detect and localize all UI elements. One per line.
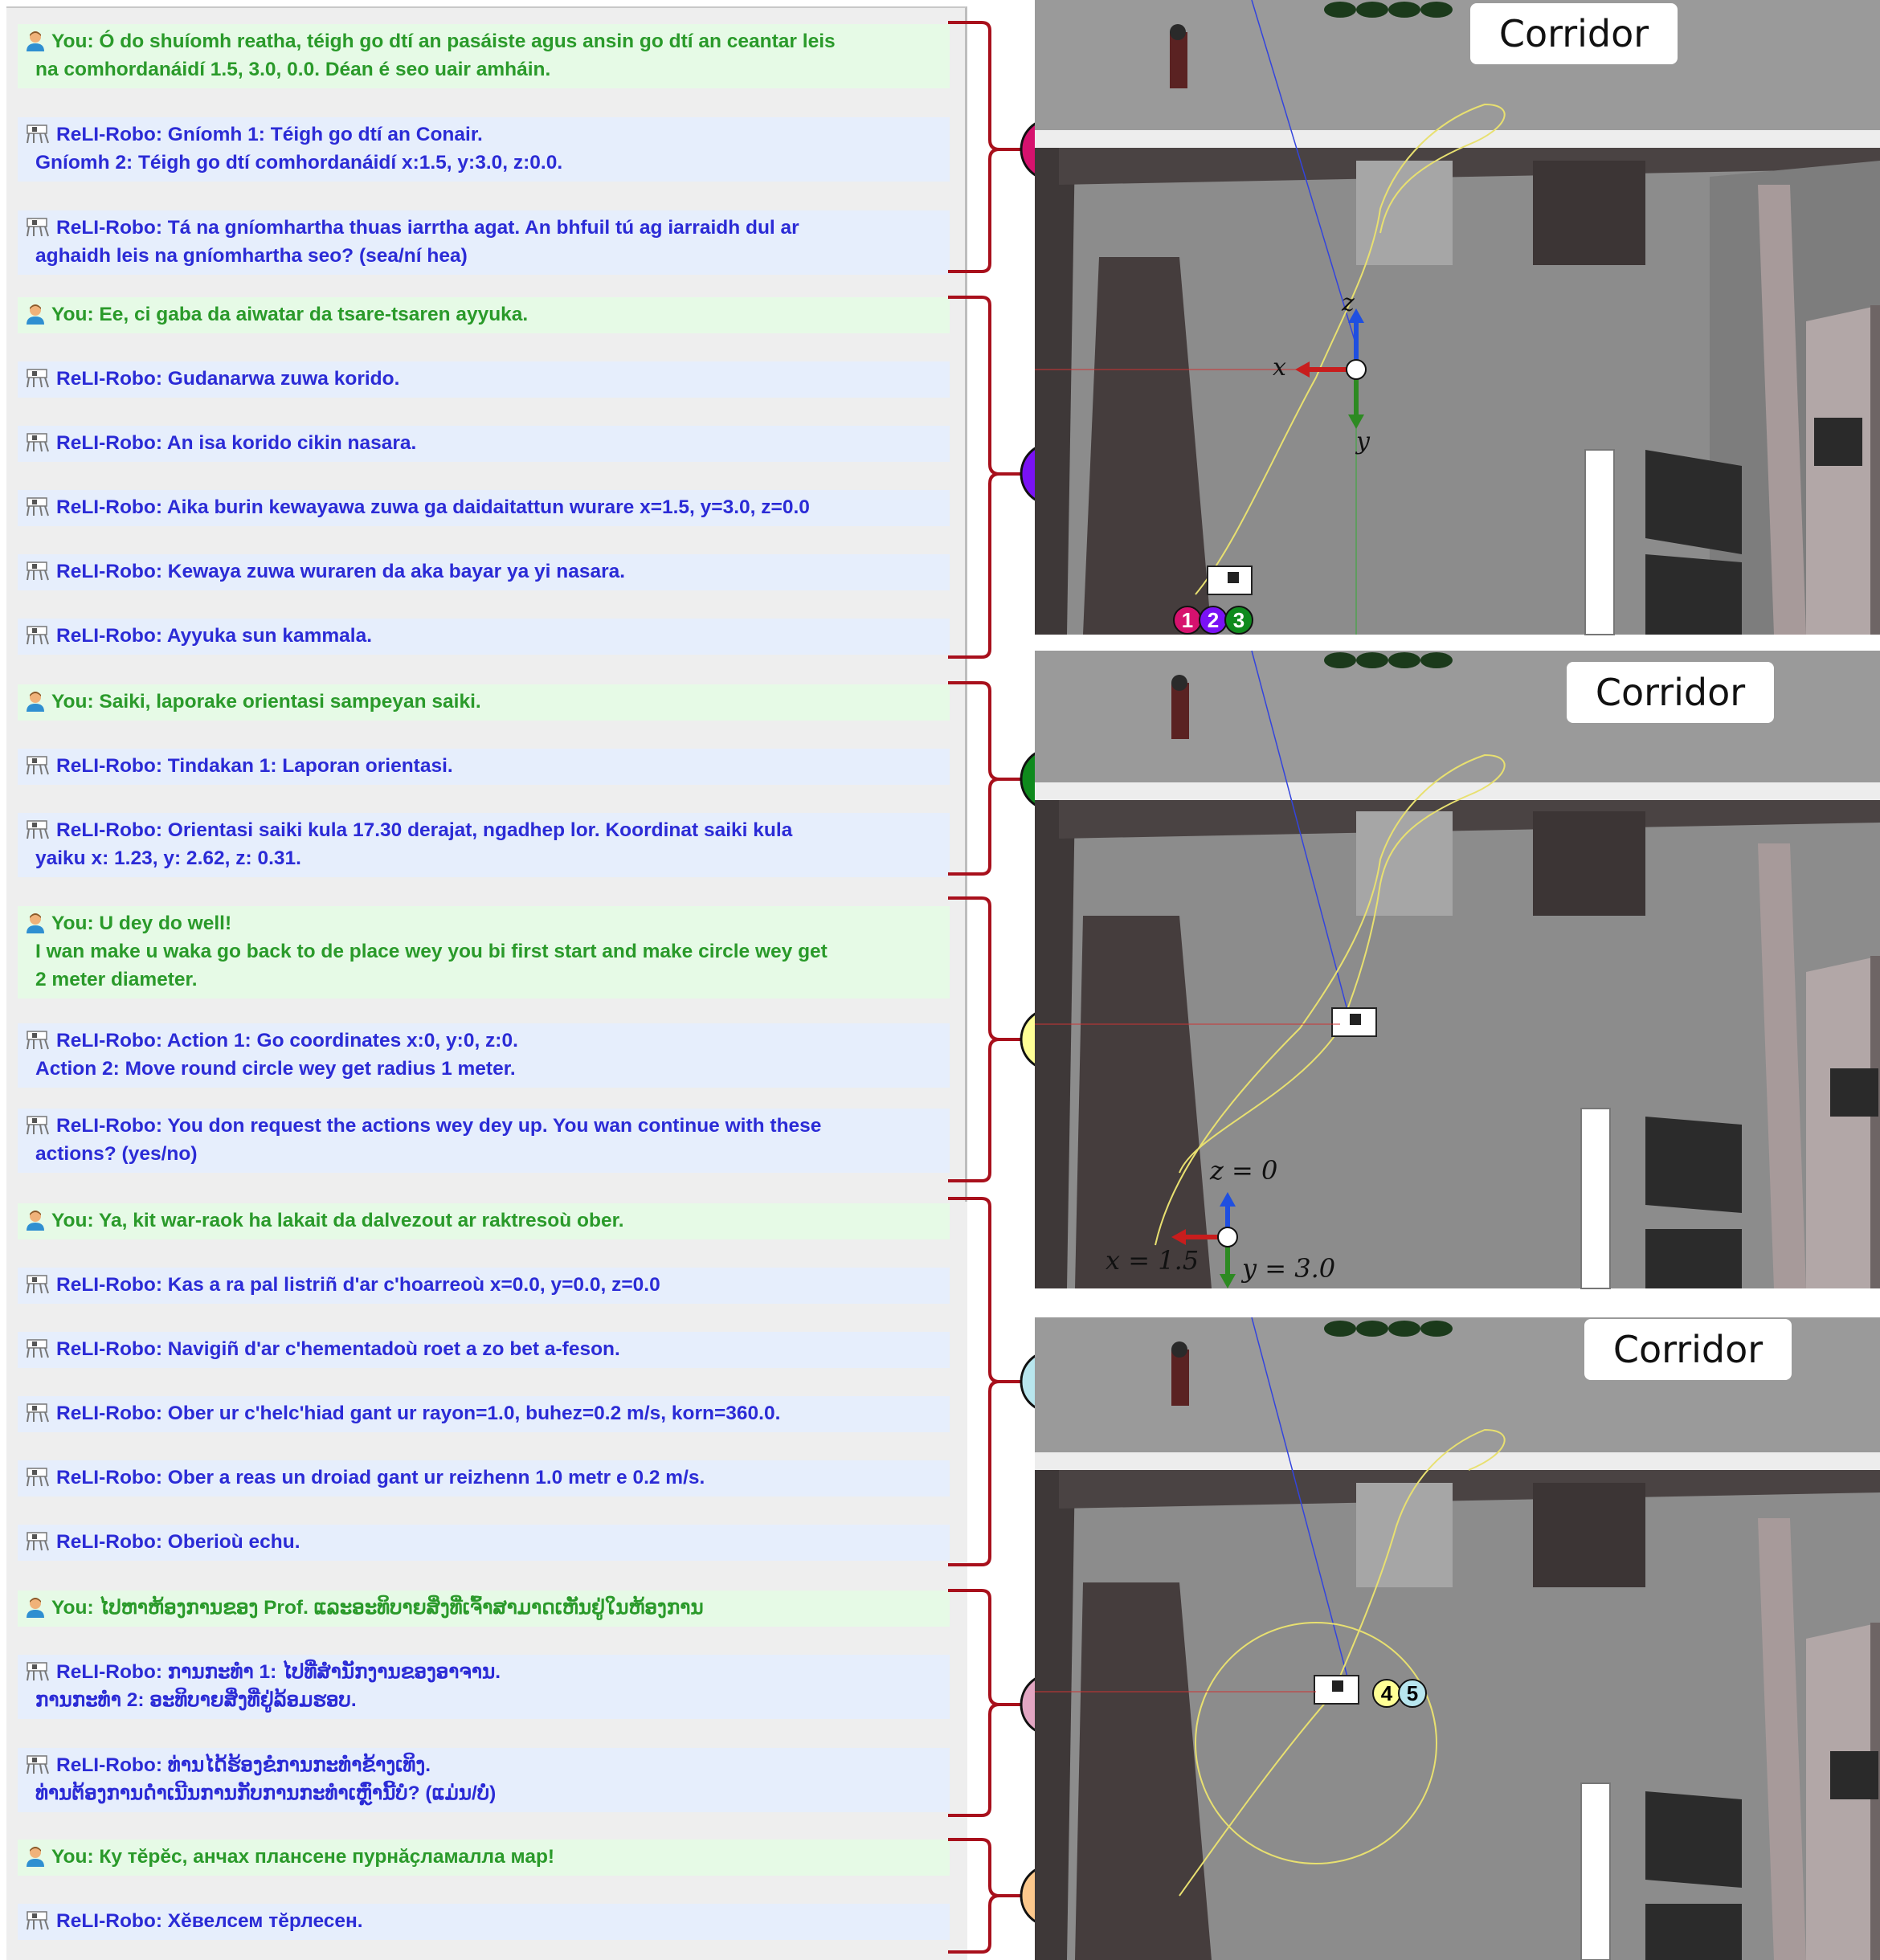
message-text: I wan make u waka go back to de place wey you bi first start and make circle wey get xyxy=(35,941,828,962)
room-label: Corridor xyxy=(1567,662,1774,723)
simulation-view-2 xyxy=(1035,651,1880,1288)
message-text: ReLI-Robo: Orientasi saiki kula 17.30 derajat, ngadhep lor. Koordinat saiki kula xyxy=(56,819,793,841)
message-text: ReLI-Robo: Kewaya zuwa wuraren da aka bayar ya yi nasara. xyxy=(56,561,626,582)
step-bracket xyxy=(948,22,1022,272)
message-text: ReLI-Robo: ການກະທຳ 1: ໄປທີ່ສຳນັກງານຂອງອາຈານ. xyxy=(56,1661,501,1683)
message-text: ReLI-Robo: Ayyuka sun kammala. xyxy=(56,625,373,647)
position-marker-label: 5 xyxy=(1406,1681,1419,1705)
message-text: You: Ya, kit war-raok ha lakait da dalvezout ar raktresoù ober. xyxy=(51,1210,624,1231)
message-text: yaiku x: 1.23, y: 2.62, z: 0.31. xyxy=(35,847,301,869)
x-axis-label: x xyxy=(1273,353,1286,382)
message-text: You: Ó do shuíomh reatha, téigh go dtí an pasáiste agus ansin go dtí an ceantar leis xyxy=(51,31,836,52)
message-text: aghaidh leis na gníomhartha seo? (sea/ní hea) xyxy=(35,245,468,267)
message-text: ReLI-Robo: Tindakan 1: Laporan orientasi. xyxy=(56,755,453,777)
message-text: Action 2: Move round circle wey get radius 1 meter. xyxy=(35,1058,516,1080)
position-marker-label: 2 xyxy=(1207,608,1220,632)
message-text: ReLI-Robo: ທ່ານໄດ້ຮ້ອງຂໍການກະທຳຂ້າງເທິງ. xyxy=(56,1754,431,1776)
step-bracket xyxy=(948,297,1022,657)
message-text: You: Ку тӗрӗс, анчах плансене пурнӑҫламалла мар! xyxy=(51,1846,555,1868)
message-text: ReLI-Robo: Oberioù echu. xyxy=(56,1531,300,1553)
message-text: ReLI-Robo: You don request the actions wey dey up. You wan continue with these xyxy=(56,1115,822,1137)
message-text: ReLI-Robo: Хӗвелсем тӗрлесен. xyxy=(56,1910,363,1932)
y-axis-label: y xyxy=(1356,427,1370,455)
step-bracket xyxy=(948,1198,1022,1565)
room-label: Corridor xyxy=(1470,3,1678,64)
message-text: ReLI-Robo: Kas a ra pal listriñ d'ar c'hoarreoù x=0.0, y=0.0, z=0.0 xyxy=(56,1274,660,1296)
message-text: ການກະທຳ 2: ອະທິບາຍສິ່ງທີ່ຢູ່ລ້ອມຮອບ. xyxy=(35,1689,357,1711)
message-text: ReLI-Robo: Navigiñ d'ar c'hementadoù roet a zo bet a-feson. xyxy=(56,1338,620,1360)
z-axis-value: z = 0 xyxy=(1210,1155,1278,1186)
message-text: ທ່ານຕ້ອງການດຳເນີນການກັບການກະທຳເຫຼົ່ານີ້ບໍ? (ແມ່ນ/ບໍ່) xyxy=(35,1782,497,1804)
room-label: Corridor xyxy=(1584,1319,1792,1380)
simulation-view-1 xyxy=(1035,0,1880,635)
message-text: ReLI-Robo: Ober a reas un droiad gant ur reizhenn 1.0 metr e 0.2 m/s. xyxy=(56,1467,705,1488)
y-axis-value: y = 3.0 xyxy=(1242,1253,1336,1284)
position-marker-label: 4 xyxy=(1380,1681,1393,1705)
scene-1-canvas xyxy=(1035,0,1880,635)
message-text: ReLI-Robo: Gudanarwa zuwa korido. xyxy=(56,368,400,390)
message-text: ReLI-Robo: Action 1: Go coordinates x:0, y:0, z:0. xyxy=(56,1030,518,1051)
message-text: You: ໄປຫາຫ້ອງການຂອງ Prof. ແລະອະທິບາຍສິ່ງທີ່ເຈົ້າສາມາດເຫັນຢູ່ໃນຫ້ອງການ xyxy=(51,1597,704,1619)
x-axis-value: x = 1.5 xyxy=(1106,1245,1200,1276)
step-bracket xyxy=(948,683,1022,874)
simulation-view-3 xyxy=(1035,1317,1880,1960)
scene-3-canvas xyxy=(1035,1317,1880,1960)
position-marker-label: 3 xyxy=(1232,608,1245,632)
z-axis-label: z xyxy=(1342,289,1355,317)
message-text: ReLI-Robo: Gníomh 1: Téigh go dtí an Conair. xyxy=(56,124,483,145)
message-text: ReLI-Robo: Aika burin kewayawa zuwa ga daidaitattun wurare x=1.5, y=3.0, z=0.0 xyxy=(56,496,810,518)
step-bracket xyxy=(948,1590,1022,1815)
message-text: ReLI-Robo: Ober ur c'helc'hiad gant ur rayon=1.0, buhez=0.2 m/s, korn=360.0. xyxy=(56,1403,781,1424)
message-text: ReLI-Robo: Tá na gníomhartha thuas iarrtha agat. An bhfuil tú ag iarraidh dul ar xyxy=(56,217,799,239)
step-bracket xyxy=(948,1840,1022,1952)
message-text: na comhordanáidí 1.5, 3.0, 0.0. Déan é seo uair amháin. xyxy=(35,59,551,80)
message-text: You: Saiki, laporake orientasi sampeyan saiki. xyxy=(51,691,481,713)
message-text: ReLI-Robo: An isa korido cikin nasara. xyxy=(56,432,417,454)
message-text: 2 meter diameter. xyxy=(35,969,198,990)
message-text: Gníomh 2: Téigh go dtí comhordanáidí x:1.5, y:3.0, z:0.0. xyxy=(35,152,563,174)
step-bracket xyxy=(948,898,1022,1181)
message-text: actions? (yes/no) xyxy=(35,1143,198,1165)
position-marker-label: 1 xyxy=(1181,608,1194,632)
scene-2-canvas xyxy=(1035,651,1880,1288)
message-text: You: Ee, ci gaba da aiwatar da tsare-tsaren ayyuka. xyxy=(51,304,529,325)
message-text: You: U dey do well! xyxy=(51,913,232,934)
